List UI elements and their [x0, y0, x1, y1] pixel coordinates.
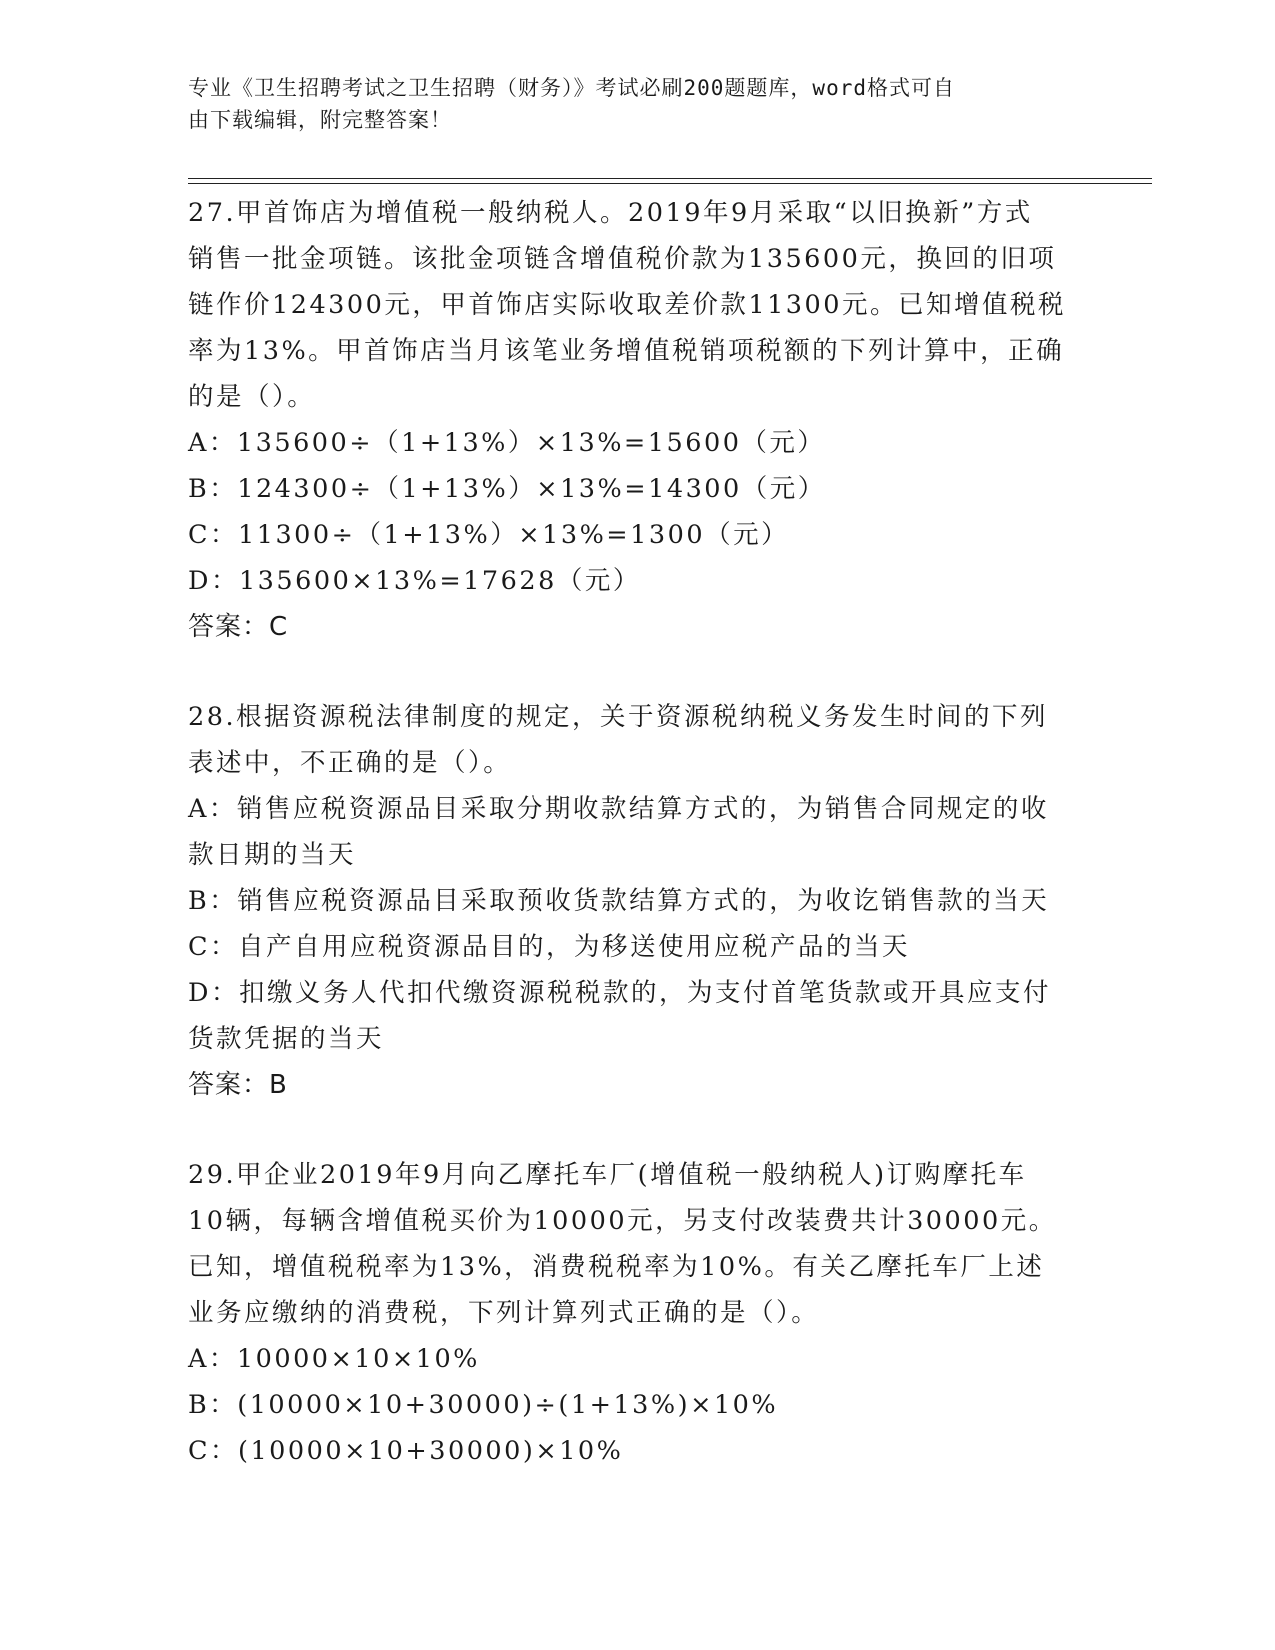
question-stem-line: 28.根据资源税法律制度的规定，关于资源税纳税义务发生时间的下列: [188, 702, 1049, 732]
question-stem-line: 29.甲企业2019年9月向乙摩托车厂(增值税一般纳税人)订购摩托车: [188, 1160, 1027, 1190]
option-d-continued: 货款凭据的当天: [188, 1024, 385, 1054]
question-stem-line: 的是（）。: [188, 382, 316, 412]
question-stem-line: 业务应缴纳的消费税，下列计算列式正确的是（）。: [188, 1298, 820, 1328]
option-b: B：124300÷（1+13%）×13%=14300（元）: [188, 474, 826, 504]
question-stem-line: 10辆，每辆含增值税买价为10000元，另支付改装费共计30000元。: [188, 1206, 1057, 1236]
header-divider-bottom: [188, 183, 1152, 184]
question-stem-line: 销售一批金项链。该批金项链含增值税价款为135600元，换回的旧项: [188, 244, 1057, 274]
option-a: A：135600÷（1+13%）×13%=15600（元）: [188, 428, 826, 458]
option-a: A：销售应税资源品目采取分期收款结算方式的，为销售合同规定的收: [188, 794, 1049, 824]
header-divider-top: [188, 178, 1152, 179]
option-b: B：销售应税资源品目采取预收货款结算方式的，为收讫销售款的当天: [188, 886, 1050, 916]
option-d: D：135600×13%=17628（元）: [188, 566, 641, 596]
question-29: [188, 1152, 1108, 1474]
question-stem-line: 表述中，不正确的是（）。: [188, 748, 512, 778]
question-stem-line: 27.甲首饰店为增值税一般纳税人。2019年9月采取“以旧换新”方式: [188, 198, 1033, 228]
question-stem-line: 率为13%。甲首饰店当月该笔业务增值税销项税额的下列计算中，正确: [188, 336, 1065, 366]
question-27: [188, 190, 1108, 650]
question-stem-line: 已知，增值税税率为13%，消费税税率为10%。有关乙摩托车厂上述: [188, 1252, 1045, 1282]
answer-label: 答案：B: [188, 1070, 288, 1100]
question-28: [188, 694, 1108, 1108]
question-list: [188, 190, 1108, 1518]
option-d: D：扣缴义务人代扣代缴资源税税款的，为支付首笔货款或开具应支付: [188, 978, 1051, 1008]
option-a-continued: 款日期的当天: [188, 840, 357, 870]
answer-label: 答案：C: [188, 612, 289, 642]
option-b: B：(10000×10+30000)÷(1+13%)×10%: [188, 1390, 779, 1420]
header-line-2: 由下载编辑，附完整答案！: [188, 108, 452, 132]
question-stem-line: 链作价124300元，甲首饰店实际收取差价款11300元。已知增值税税: [188, 290, 1066, 320]
option-a: A：10000×10×10%: [188, 1344, 480, 1374]
header-line-1: 专业《卫生招聘考试之卫生招聘（财务）》考试必刷200题题库，word格式可自: [188, 76, 955, 100]
document-header: [188, 72, 1088, 136]
option-c: C：11300÷（1+13%）×13%=1300（元）: [188, 520, 790, 550]
option-c: C：(10000×10+30000)×10%: [188, 1436, 624, 1466]
option-c: C：自产自用应税资源品目的，为移送使用应税产品的当天: [188, 932, 911, 962]
